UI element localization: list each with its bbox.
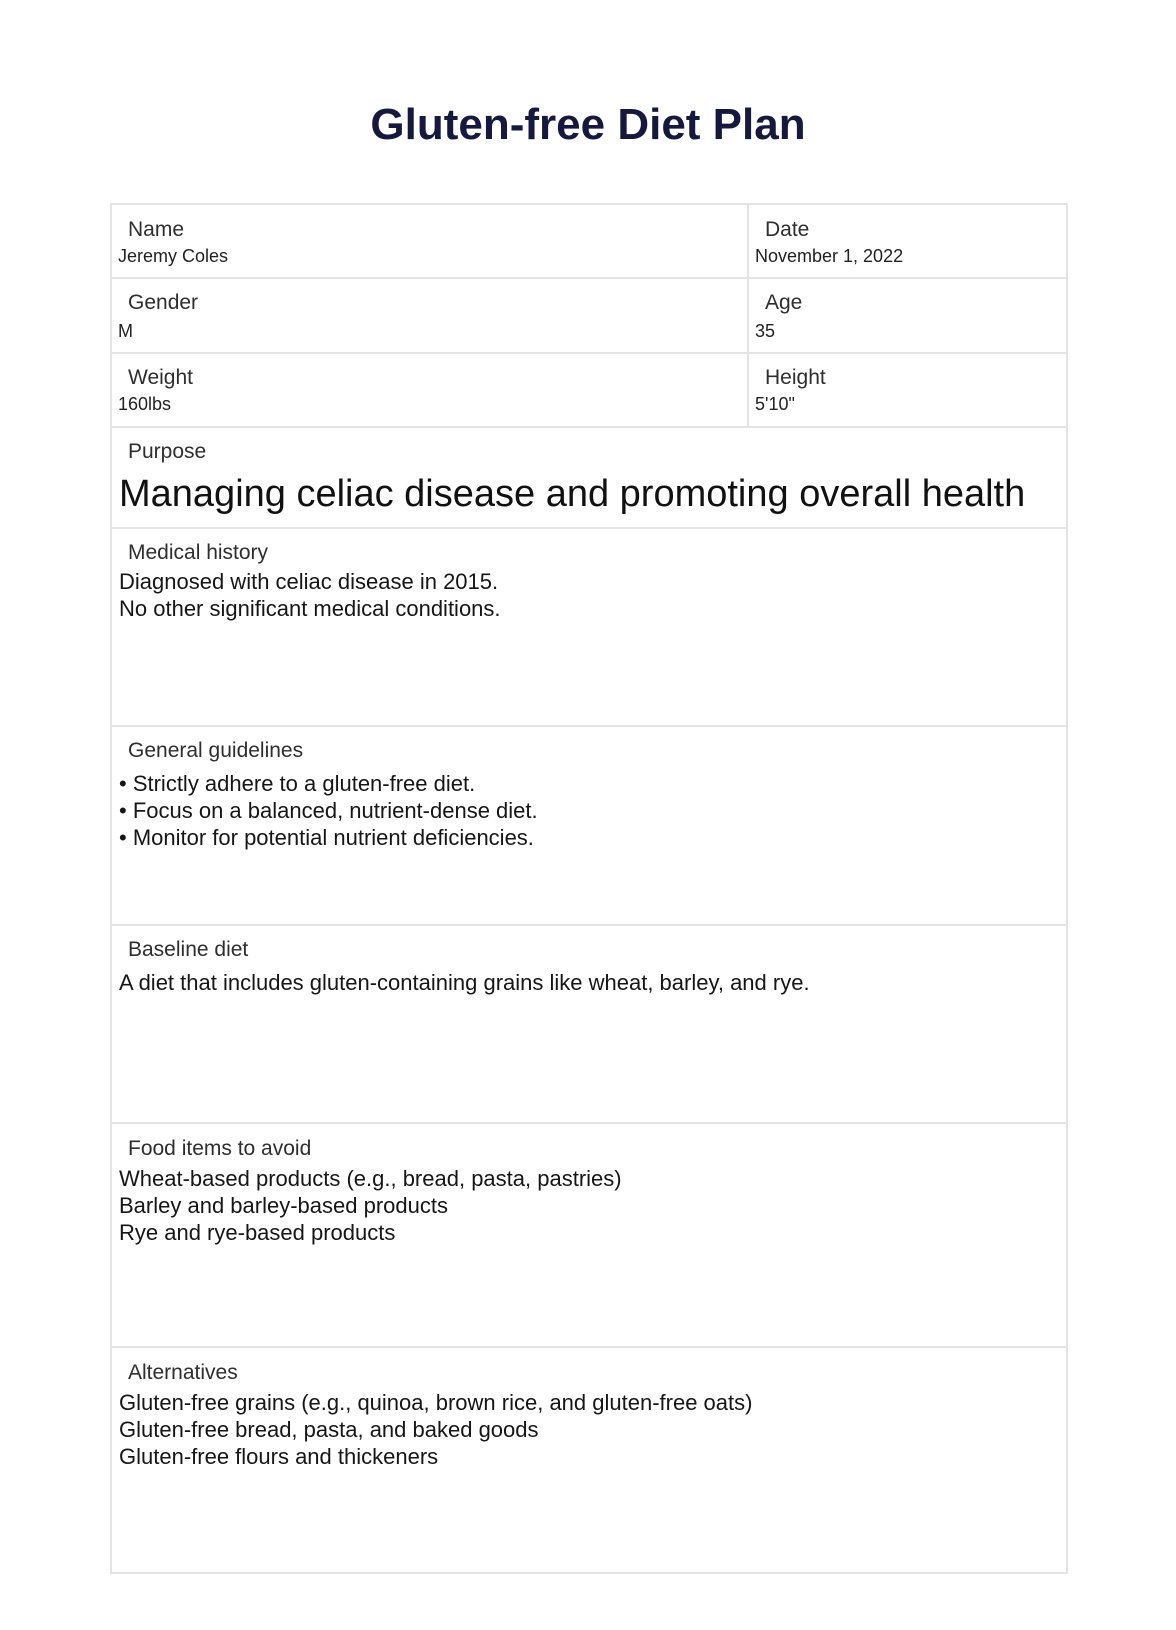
- baseline-diet-value: [112, 963, 1066, 996]
- alternatives-field[interactable]: [112, 1348, 1066, 1572]
- medical-history-value: [112, 566, 1066, 622]
- medical-history-label: Medical history: [128, 541, 269, 564]
- food-to-avoid-item: Wheat-based products (e.g., bread, pasta, pastries): [119, 1166, 622, 1191]
- alternative-item: Gluten-free bread, pasta, and baked goods: [119, 1417, 539, 1442]
- food-to-avoid-value: [112, 1162, 1066, 1246]
- general-guidelines-label: General guidelines: [128, 739, 304, 762]
- date-field[interactable]: [749, 205, 1066, 277]
- medical-history-field[interactable]: [112, 529, 1066, 725]
- height-value: 5'10": [755, 394, 795, 414]
- medical-history-line: No other significant medical conditions.: [119, 596, 501, 621]
- alternatives-row: [112, 1348, 1066, 1572]
- name-value: Jeremy Coles: [118, 246, 229, 266]
- medical-history-row: [112, 529, 1066, 727]
- purpose-value: Managing celiac disease and promoting overall health: [119, 473, 1026, 515]
- page-title: Gluten-free Diet Plan: [370, 100, 806, 149]
- gender-age-row: [112, 279, 1066, 354]
- weight-field[interactable]: [112, 354, 749, 426]
- alternative-item: Gluten-free grains (e.g., quinoa, brown rice, and gluten-free oats): [119, 1390, 753, 1415]
- height-field[interactable]: [749, 354, 1066, 426]
- alternatives-label: Alternatives: [128, 1361, 238, 1384]
- food-to-avoid-item: Barley and barley-based products: [119, 1193, 448, 1218]
- gender-field[interactable]: [112, 279, 749, 352]
- weight-value: 160lbs: [118, 394, 172, 414]
- food-to-avoid-label: Food items to avoid: [128, 1137, 312, 1160]
- gender-value: M: [118, 321, 133, 341]
- guideline-item: • Focus on a balanced, nutrient-dense diet.: [119, 798, 538, 823]
- weight-height-row: [112, 354, 1066, 428]
- age-label: Age: [765, 291, 803, 314]
- height-label: Height: [765, 366, 826, 389]
- purpose-row: [112, 428, 1066, 529]
- baseline-diet-line: A diet that includes gluten-containing grains like wheat, barley, and rye.: [119, 970, 810, 995]
- alternative-item: Gluten-free flours and thickeners: [119, 1444, 439, 1469]
- medical-history-line: Diagnosed with celiac disease in 2015.: [119, 569, 499, 594]
- general-guidelines-row: [112, 727, 1066, 926]
- weight-label: Weight: [128, 366, 193, 389]
- age-value: 35: [755, 321, 776, 341]
- baseline-diet-field[interactable]: [112, 926, 1066, 1122]
- guideline-item: • Monitor for potential nutrient deficiencies.: [119, 825, 534, 850]
- purpose-label: Purpose: [128, 440, 207, 463]
- baseline-diet-label: Baseline diet: [128, 938, 249, 961]
- guideline-item: • Strictly adhere to a gluten-free diet.: [119, 771, 476, 796]
- purpose-field[interactable]: [112, 428, 1066, 527]
- date-value: November 1, 2022: [755, 246, 904, 266]
- name-field[interactable]: [112, 205, 749, 277]
- general-guidelines-value: [112, 764, 1066, 851]
- food-to-avoid-field[interactable]: [112, 1124, 1066, 1346]
- baseline-diet-row: [112, 926, 1066, 1124]
- alternatives-value: [112, 1386, 1066, 1470]
- gender-label: Gender: [128, 291, 199, 314]
- diet-plan-form: [110, 203, 1068, 1574]
- age-field[interactable]: [749, 279, 1066, 352]
- date-label: Date: [765, 218, 810, 241]
- name-date-row: [112, 205, 1066, 279]
- food-to-avoid-item: Rye and rye-based products: [119, 1220, 396, 1245]
- food-to-avoid-row: [112, 1124, 1066, 1348]
- general-guidelines-field[interactable]: [112, 727, 1066, 924]
- name-label: Name: [128, 218, 185, 241]
